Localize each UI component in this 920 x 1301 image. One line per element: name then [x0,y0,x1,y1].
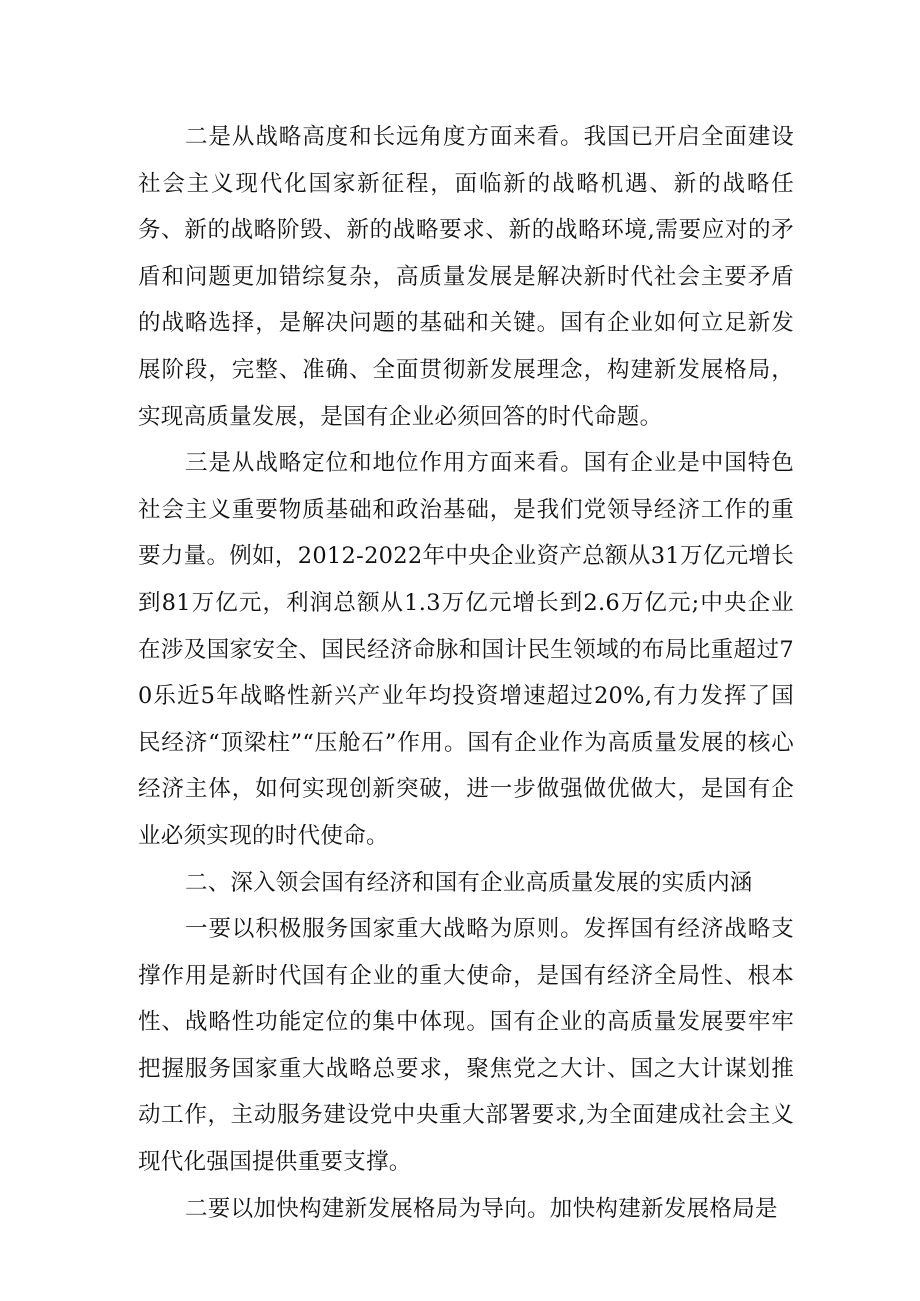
section-heading: 二、深入领会国有经济和国有企业高质量发展的实质内涵 [185,869,753,896]
paragraph-serve-national-strategy: 一要以积极服务国家重大战略为原则。发挥国有经济战略支撑作用是新时代国有企业的重大使命，是国有经济全局性、根本性、战略性功能定位的集中体现。国有企业的高质量发展要牢牢把握服务国家重大战略总要求，聚焦党之大计、国之大计谋划推动工作，主动服务建设党中央重大部署要求,为全面建成社会主义现代化强国提供重要支撑。 [138,916,794,1176]
paragraph-strategic-position: 三是从战略定位和地位作用方面来看。国有企业是中国特色社会主义重要物质基础和政治基础，是我们党领导经济工作的重要力量。例如，2012-2022年中央企业资产总额从31万亿元增长到81万亿元，利润总额从1.3万亿元增长到2.6万亿元;中央企业在涉及国家安全、国民经济命脉和国计民生领域的布局比重超过70乐近5年战略性新兴产业年均投资增速超过20%,有力发挥了国民经济“顶梁柱”“压舱石”作用。国有企业作为高质量发展的核心经济主体，如何实现创新突破，进一步做强做优做大，是国有企业必须实现的时代使命。 [138,450,794,849]
paragraph-strategic-height: 二是从战略高度和长远角度方面来看。我国已开启全面建设社会主义现代化国家新征程，面临新的战略机遇、新的战略任务、新的战略阶毁、新的战略要求、新的战略环境,需要应对的矛盾和问题更加错综复杂，高质量发展是解决新时代社会主要矛盾的战略选择，是解决问题的基础和关键。国有企业如何立足新发展阶段，完整、准确、全面贯彻新发展理念，构建新发展格局，实现高质量发展，是国有企业必须回答的时代命题。 [138,124,794,430]
paragraph-new-development-pattern: 二要以加快构建新发展格局为导向。加快构建新发展格局是 [185,1195,778,1222]
document-body [138,114,794,1232]
